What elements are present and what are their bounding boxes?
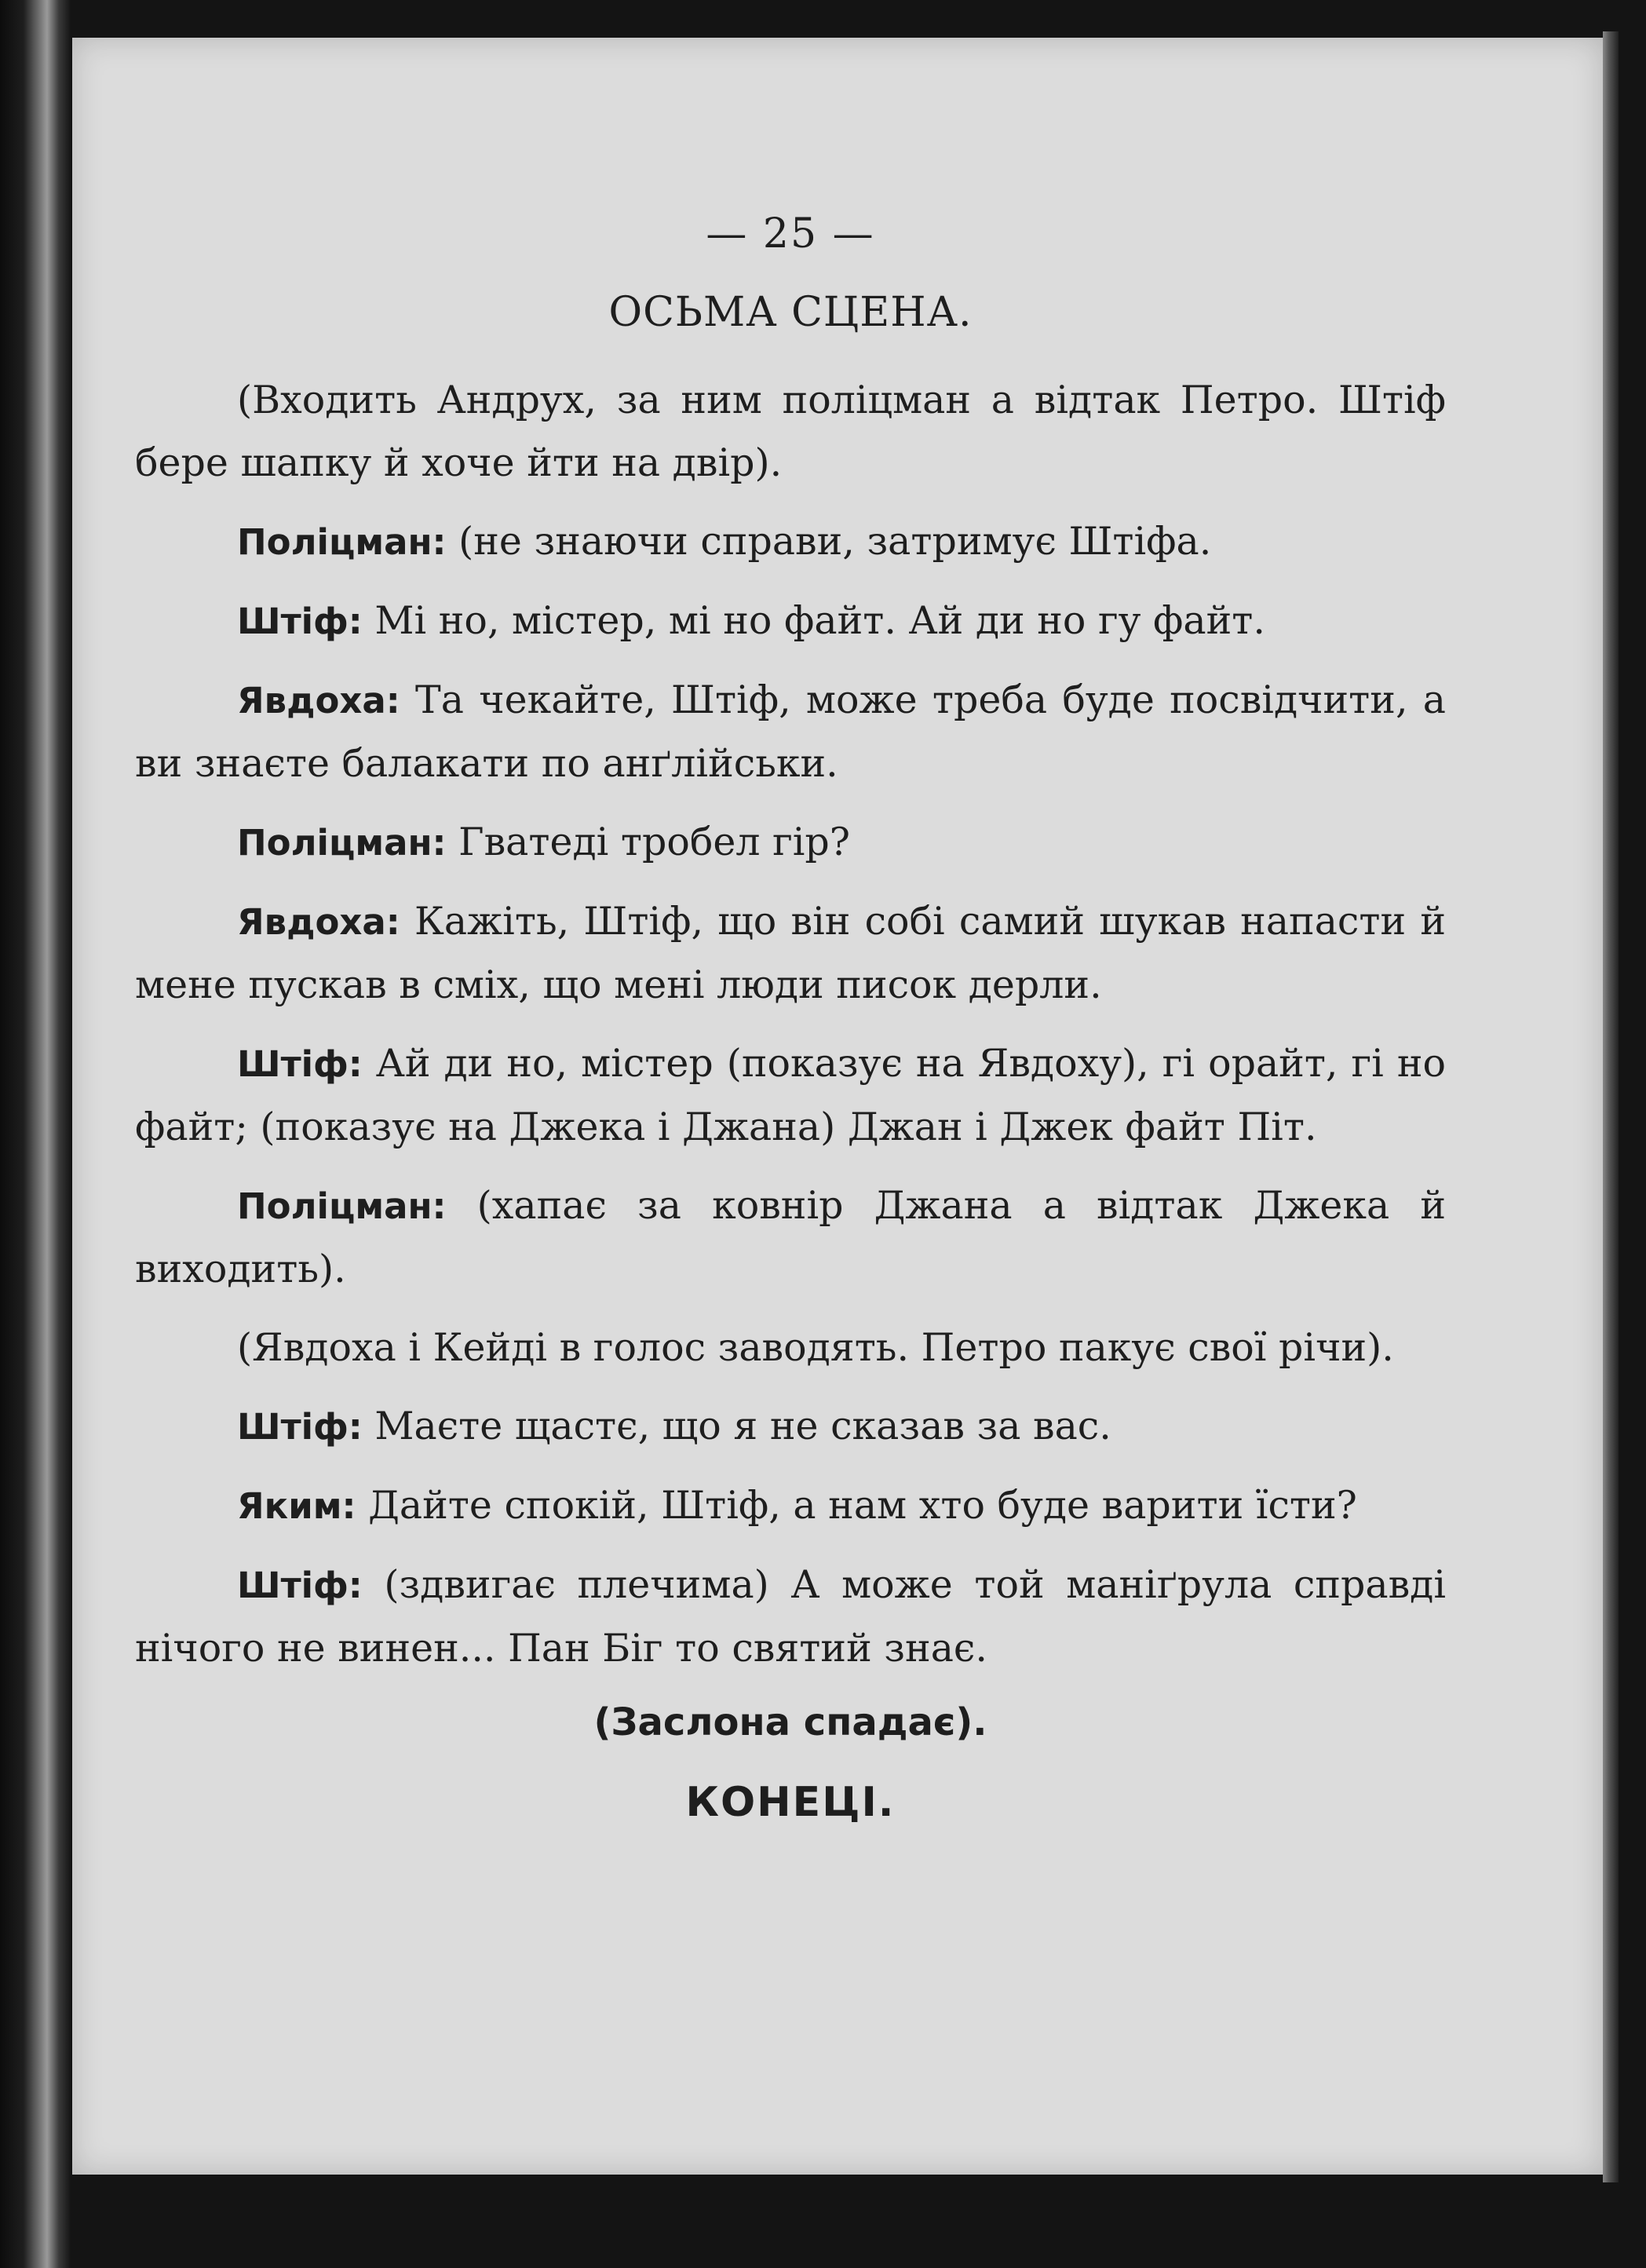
speaker-name: Яким: xyxy=(237,1485,356,1527)
dialogue-text: Ай ди но, містер (показує на Явдоху), гі орайт, гі но файт; (показує на Джека і Джана) Джан і Джек файт Піт. xyxy=(135,1041,1446,1149)
book-binding-edge xyxy=(0,0,71,2268)
dialogue-text: (хапає за ковнір Джана а відтак Джека й виходить). xyxy=(135,1183,1446,1291)
speaker-name: Явдоха: xyxy=(237,901,400,943)
dialogue-text: Та чекайте, Штіф, може треба буде посвідчити, а ви знаєте балакати по анґлійськи. xyxy=(135,677,1446,786)
scene-title: ОСЬМА СЦЕНА. xyxy=(608,289,973,336)
dialogue-line xyxy=(135,669,1446,795)
dialogue-line xyxy=(135,1032,1446,1159)
closing-stage-direction: (Заслона спадає). xyxy=(593,1700,987,1744)
dialogue-line xyxy=(135,811,1446,875)
speaker-name: Явдоха: xyxy=(237,680,400,721)
page-edge xyxy=(1603,31,1619,2182)
speaker-name: Штіф: xyxy=(237,1406,363,1448)
speaker-name: Штіф: xyxy=(237,1565,363,1606)
dialogue-line xyxy=(135,510,1446,574)
stage-direction: (Входить Андрух, за ним поліцман а відтак Петро. Штіф бере шапку й хоче йти на двір). xyxy=(135,378,1446,485)
page-content xyxy=(135,210,1446,1826)
speaker-name: Штіф: xyxy=(237,1043,363,1085)
dialogue-line xyxy=(135,1554,1446,1680)
dialogue-text: Кажіть, Штіф, що він собі самий шукав напасти й мене пускав в сміх, що мені люди писок дерли. xyxy=(135,899,1446,1007)
speaker-name: Поліцман: xyxy=(237,822,447,864)
dialogue-line xyxy=(135,1174,1446,1301)
dialogue-text: Маєте щастє, що я не сказав за вас. xyxy=(362,1404,1111,1448)
dialogue-text: Дайте спокій, Штіф, а нам хто буде варити їсти? xyxy=(356,1483,1357,1528)
dialogue-line xyxy=(135,1474,1446,1538)
dialogue-line xyxy=(135,890,1446,1017)
dialogue-line xyxy=(135,1395,1446,1459)
dialogue-text: Гватеді тробел гір? xyxy=(446,820,851,864)
dialogue-text: Мі но, містер, мі но файт. Ай ди но гу файт. xyxy=(362,598,1265,643)
dialogue-line xyxy=(135,590,1446,653)
speaker-name: Поліцман: xyxy=(237,521,447,563)
speaker-name: Штіф: xyxy=(237,601,363,642)
stage-direction: (Явдоха і Кейді в голос заводять. Петро пакує свої річи). xyxy=(237,1325,1394,1370)
the-end: КОНЕЦІ. xyxy=(685,1779,896,1826)
page-number: — 25 — xyxy=(706,210,875,257)
dialogue-text: (не знаючи справи, затримує Штіфа. xyxy=(446,519,1212,564)
speaker-name: Поліцман: xyxy=(237,1185,447,1227)
dialogue-text: (здвигає плечима) А може той маніґрула справді нічого не винен... Пан Біг то святий знає. xyxy=(135,1562,1446,1671)
